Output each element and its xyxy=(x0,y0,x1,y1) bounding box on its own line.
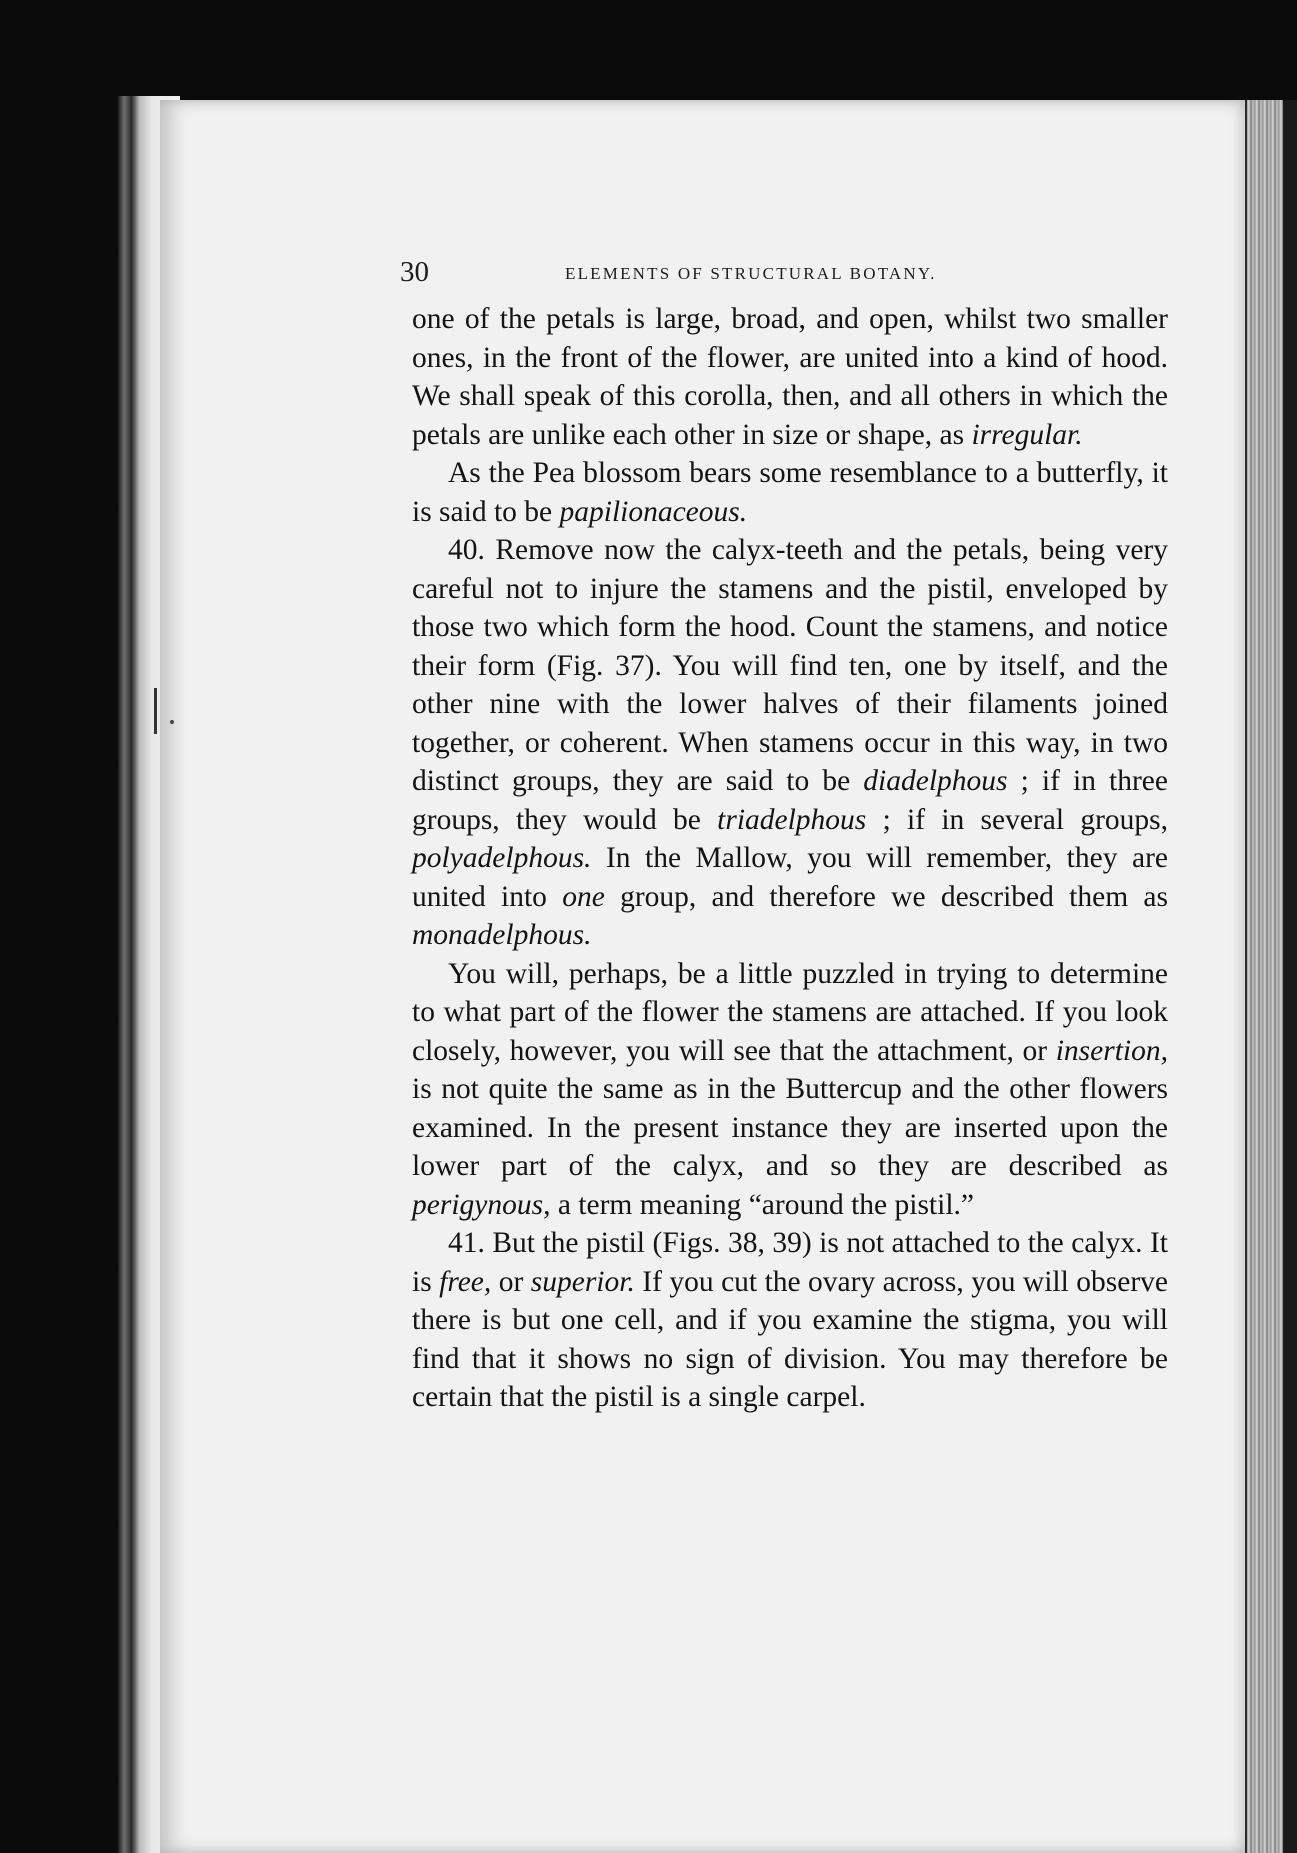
text-run: or xyxy=(491,1265,531,1298)
paragraph-41-pistil xyxy=(412,1224,1168,1417)
text-run: a term meaning “around the pistil.” xyxy=(550,1188,974,1221)
text-run: If you cut the ovary across, you will observe there is but one cell, and if you examine the stigma, you will find that it shows no sign of division. You may therefore be certain that the pistil is a single carpel. xyxy=(412,1265,1168,1413)
page-number: 30 xyxy=(400,256,429,288)
text-run: ; if in three groups, they would be xyxy=(412,765,1168,836)
term-free: free, xyxy=(439,1265,492,1298)
text-run: You will, perhaps, be a little puzzled in trying to determine to what part of the flower the stamens are attached. If you look closely, however, you will see that the attachment, or xyxy=(412,957,1168,1067)
body-text xyxy=(412,300,1168,1417)
term-superior: superior. xyxy=(530,1265,635,1298)
term-triadelphous: triadelphous xyxy=(717,803,867,836)
page-header xyxy=(400,256,1040,292)
term-irregular: irregular. xyxy=(971,418,1083,451)
page-edges xyxy=(1245,100,1287,1853)
text-run: As the Pea blossom bears some resemblance to a butterfly, it is said to be xyxy=(412,457,1168,528)
margin-mark xyxy=(154,688,157,734)
term-papilionaceous: papilionaceous. xyxy=(559,495,748,528)
text-run: group, and therefore we described them as xyxy=(604,880,1168,913)
term-insertion: insertion, xyxy=(1055,1034,1168,1067)
term-one: one xyxy=(562,880,605,913)
paragraph-insertion xyxy=(412,955,1168,1225)
term-perigynous: perigynous, xyxy=(412,1188,551,1221)
text-run: 40. Remove now the calyx-teeth and the petals, being very careful not to injure the stamens and the pistil, enveloped by those two which form the hood. Count the stamens, and notice their form (Fig. 37). You will find ten, one by itself, and the other nine with the lower halves of their filaments joined together, or coherent. When stamens occur in this way, in two distinct groups, they are said to be xyxy=(412,534,1168,797)
paragraph-corolla xyxy=(412,300,1168,454)
term-polyadelphous: polyadelphous. xyxy=(412,842,592,874)
margin-dot xyxy=(170,720,174,724)
term-diadelphous: diadelphous xyxy=(863,765,1008,797)
page-edge-shadow xyxy=(1283,100,1297,1853)
text-run: 41. But the pistil (Figs. 38, 39) is not attached to the calyx. It is xyxy=(412,1227,1168,1298)
paragraph-40-stamens xyxy=(412,531,1168,955)
text-run: In the Mallow, you will remember, they are united into xyxy=(412,842,1168,913)
paragraph-papilionaceous xyxy=(412,454,1168,531)
running-head: ELEMENTS OF STRUCTURAL BOTANY. xyxy=(565,264,937,283)
term-monadelphous: monadelphous. xyxy=(412,919,592,951)
text-run: one of the petals is large, broad, and open, whilst two smaller ones, in the front of the flower, are united into a kind of hood. We shall speak of this corolla, then, and all others in which the petals are unlike each other in size or shape, as xyxy=(412,303,1168,451)
text-run: ; if in several groups, xyxy=(866,803,1169,836)
text-run: is not quite the same as in the Buttercup and the other flowers examined. In the present instance they are inserted upon the lower part of the calyx, and so they are described as xyxy=(412,1073,1168,1182)
